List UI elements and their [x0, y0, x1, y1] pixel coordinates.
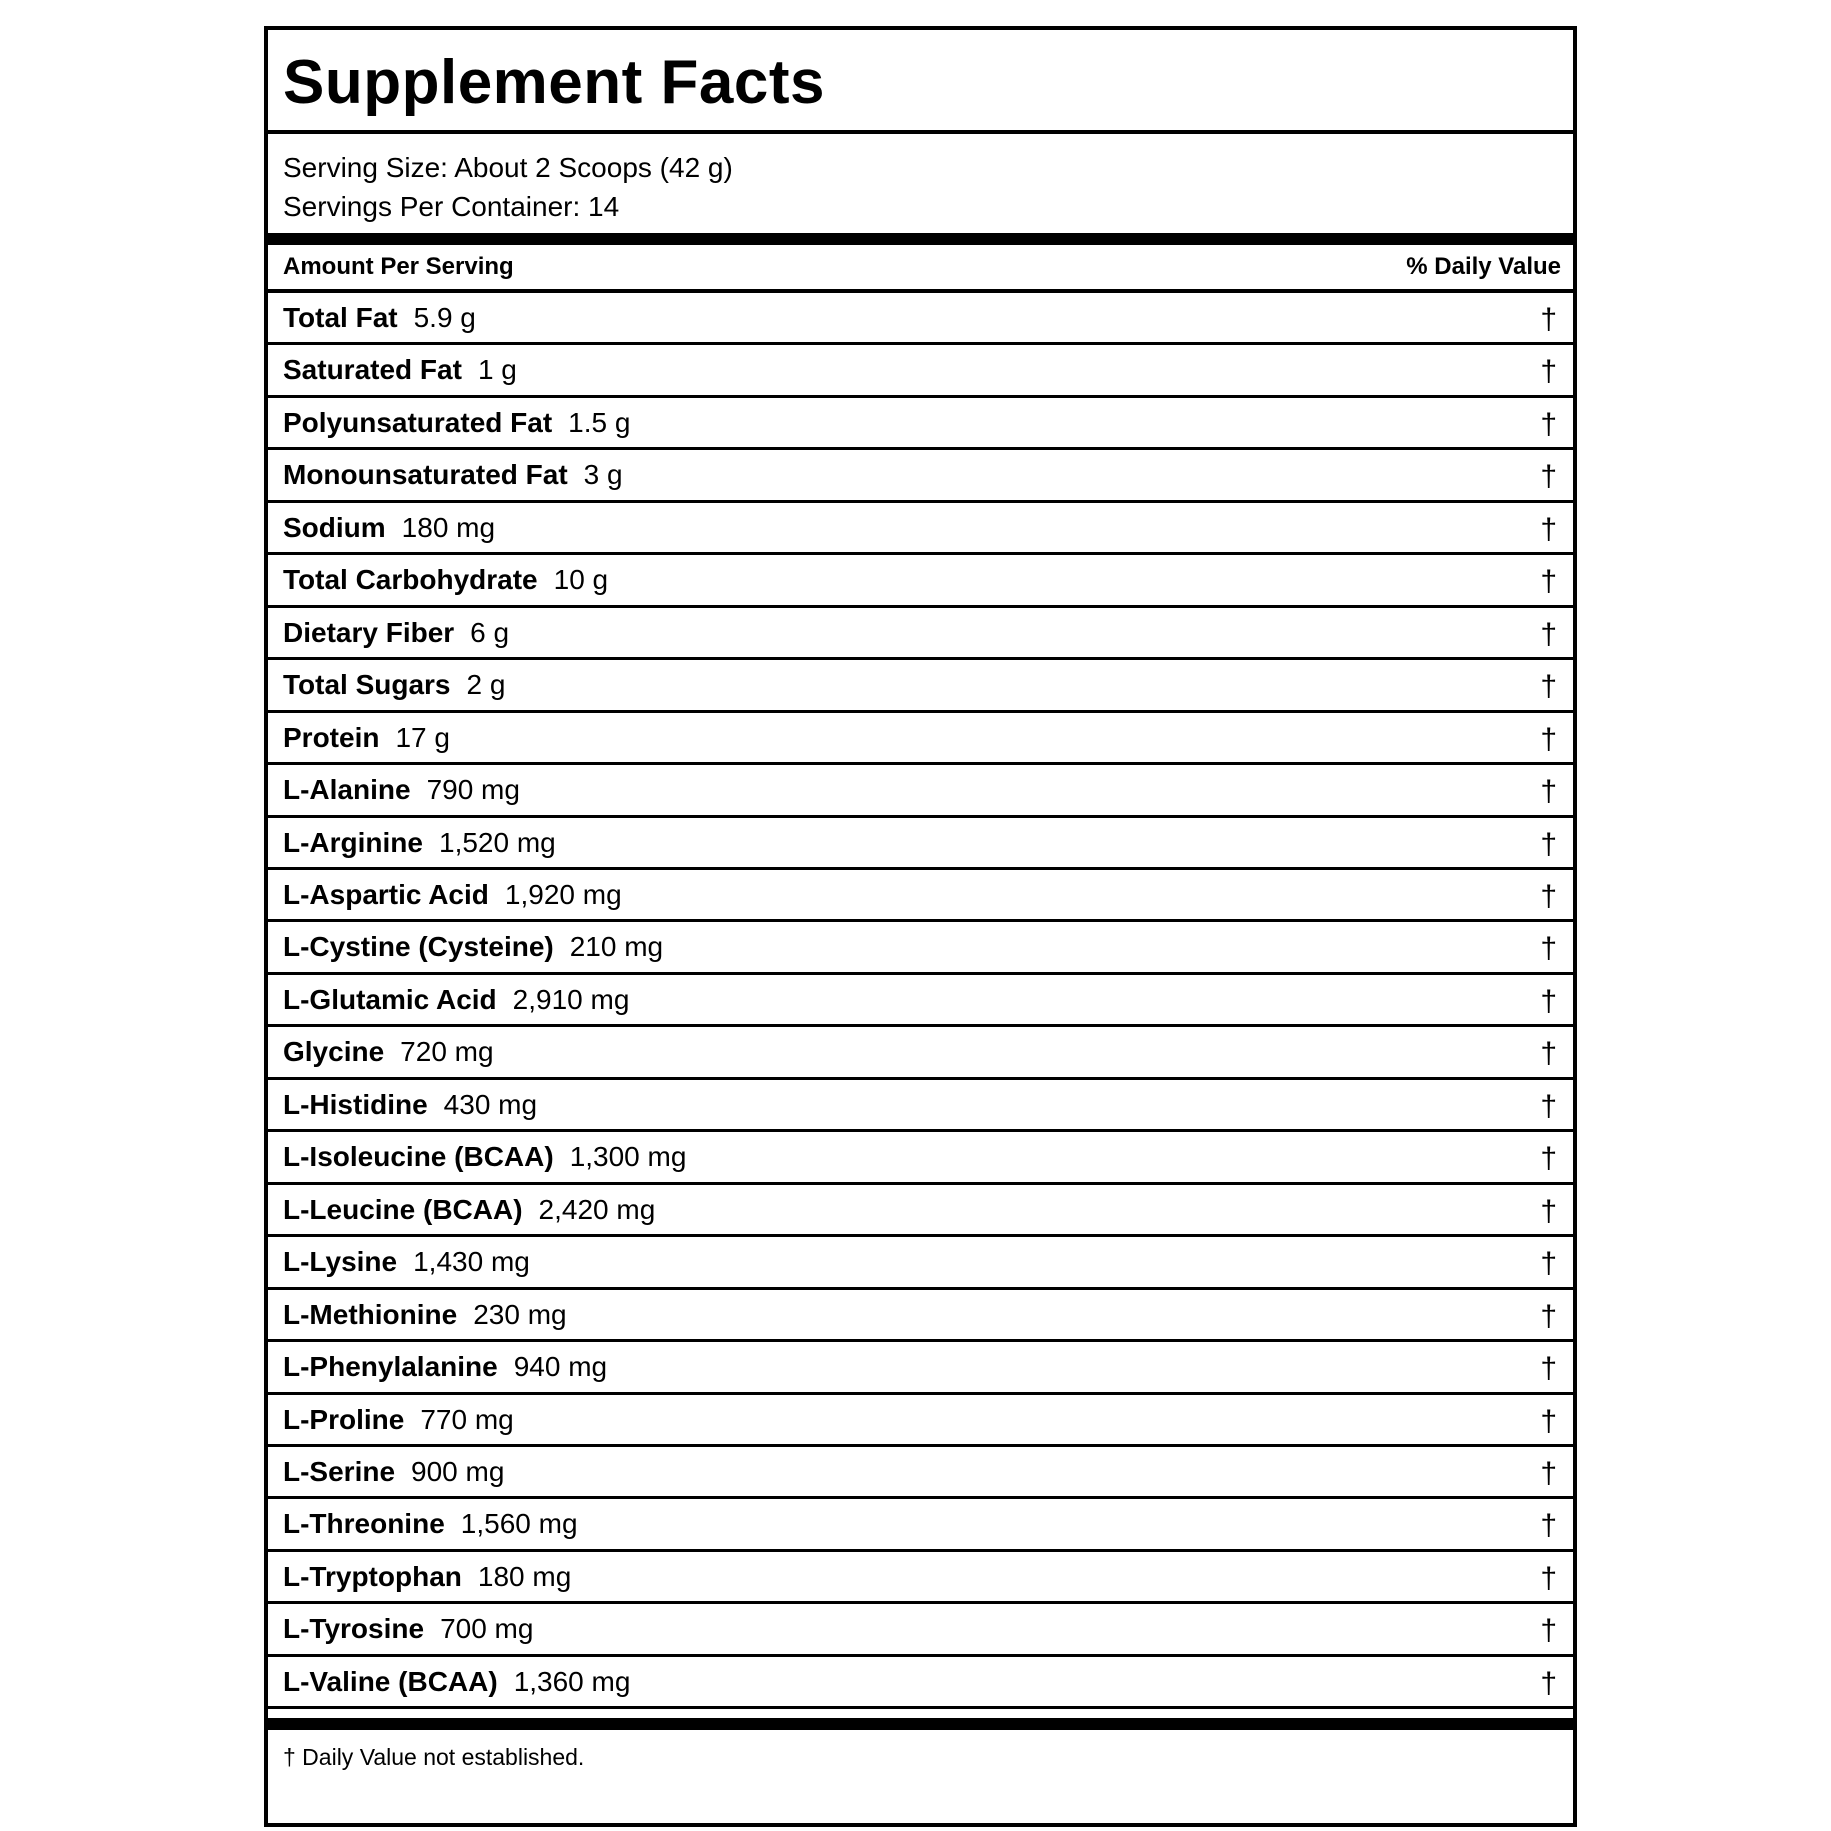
serving-size: Serving Size: About 2 Scoops (42 g) — [283, 152, 733, 183]
nutrient-name: L-Tryptophan — [283, 1560, 462, 1592]
nutrient-row — [268, 1447, 1573, 1499]
nutrient-name-group — [283, 293, 476, 342]
nutrient-daily-value: † — [1540, 1194, 1557, 1228]
nutrient-name-group — [283, 1027, 494, 1076]
nutrient-name: L-Threonine — [283, 1508, 445, 1540]
nutrient-daily-value: † — [1540, 722, 1557, 756]
nutrient-row — [268, 345, 1573, 397]
nutrient-row — [268, 713, 1573, 765]
nutrient-name-group — [283, 503, 495, 552]
serving-info — [283, 148, 733, 226]
nutrient-daily-value: † — [1540, 460, 1557, 494]
thick-divider-bottom — [268, 1718, 1573, 1730]
nutrient-amount: 1 g — [477, 354, 517, 386]
nutrient-name-group — [283, 608, 509, 657]
nutrient-name-group — [283, 1499, 578, 1548]
nutrient-name-group — [283, 345, 517, 394]
nutrient-name-group — [283, 398, 630, 447]
nutrient-daily-value: † — [1540, 1142, 1557, 1176]
nutrient-amount: 1,300 mg — [569, 1141, 687, 1173]
nutrient-daily-value: † — [1540, 932, 1557, 966]
nutrient-daily-value: † — [1540, 827, 1557, 861]
nutrient-name-group — [283, 1395, 514, 1444]
nutrient-row — [268, 503, 1573, 555]
nutrient-name-group — [283, 975, 629, 1024]
nutrient-name: Dietary Fiber — [283, 616, 455, 648]
nutrient-daily-value: † — [1540, 1247, 1557, 1281]
nutrient-daily-value: † — [1540, 1089, 1557, 1123]
nutrient-daily-value: † — [1540, 1509, 1557, 1543]
nutrient-amount: 1,430 mg — [413, 1246, 530, 1278]
nutrient-amount: 700 mg — [440, 1613, 534, 1645]
nutrient-row — [268, 765, 1573, 817]
nutrient-name: Total Carbohydrate — [283, 564, 538, 596]
nutrient-daily-value: † — [1540, 1456, 1557, 1490]
nutrient-daily-value: † — [1540, 1666, 1557, 1700]
nutrient-amount: 1,360 mg — [513, 1665, 631, 1697]
nutrient-name-group — [283, 1132, 686, 1181]
nutrient-amount: 1.5 g — [568, 406, 631, 438]
nutrient-name: Monounsaturated Fat — [283, 459, 568, 491]
nutrient-row — [268, 1499, 1573, 1551]
nutrient-name-group — [283, 922, 663, 971]
nutrient-row — [268, 1185, 1573, 1237]
nutrient-name: L-Proline — [283, 1403, 405, 1435]
nutrient-daily-value: † — [1540, 1404, 1557, 1438]
nutrient-name-group — [283, 713, 450, 762]
nutrient-name-group — [283, 1237, 530, 1286]
nutrient-row — [268, 1132, 1573, 1184]
footnote: † Daily Value not established. — [283, 1744, 585, 1770]
servings-per-container: Servings Per Container: 14 — [283, 191, 620, 222]
nutrient-daily-value: † — [1540, 617, 1557, 651]
nutrient-row — [268, 555, 1573, 607]
nutrient-daily-value: † — [1540, 670, 1557, 704]
nutrient-name-group — [283, 660, 505, 709]
nutrient-row — [268, 1027, 1573, 1079]
nutrient-amount: 210 mg — [569, 931, 664, 963]
nutrient-name-group — [283, 1185, 655, 1234]
nutrient-amount: 180 mg — [477, 1560, 572, 1592]
amount-per-serving-header: Amount Per Serving — [283, 253, 514, 280]
thick-divider-top — [268, 233, 1573, 245]
nutrient-amount: 6 g — [470, 616, 510, 648]
nutrient-daily-value: † — [1540, 407, 1557, 441]
nutrient-name: L-Isoleucine (BCAA) — [283, 1141, 554, 1173]
nutrient-name-group — [283, 818, 556, 867]
nutrient-amount: 720 mg — [400, 1036, 494, 1068]
nutrient-name-group — [283, 1290, 567, 1339]
nutrient-amount: 1,520 mg — [439, 826, 556, 858]
nutrient-daily-value: † — [1540, 303, 1557, 336]
supplement-facts-label — [264, 26, 1577, 1827]
nutrient-daily-value: † — [1540, 1037, 1557, 1071]
nutrient-name: L-Valine (BCAA) — [283, 1665, 498, 1697]
nutrient-name: L-Leucine (BCAA) — [283, 1193, 523, 1225]
nutrient-name: L-Glutamic Acid — [283, 983, 497, 1015]
nutrient-daily-value: † — [1540, 565, 1557, 599]
nutrient-name-group — [283, 450, 623, 499]
nutrient-name: L-Cystine (Cysteine) — [283, 931, 554, 963]
nutrient-row — [268, 293, 1573, 345]
nutrient-name: Protein — [283, 721, 380, 753]
nutrient-name-group — [283, 1657, 630, 1706]
nutrient-amount: 900 mg — [411, 1455, 505, 1487]
nutrient-row — [268, 870, 1573, 922]
nutrient-daily-value: † — [1540, 775, 1557, 809]
nutrient-row — [268, 1290, 1573, 1342]
nutrient-amount: 3 g — [583, 459, 623, 491]
nutrient-name: L-Serine — [283, 1455, 396, 1487]
nutrient-name: Total Sugars — [283, 669, 451, 701]
nutrient-amount: 5.9 g — [413, 302, 476, 333]
nutrient-amount: 180 mg — [401, 511, 496, 543]
nutrient-row — [268, 608, 1573, 660]
nutrient-row — [268, 398, 1573, 450]
title-row — [268, 30, 1573, 134]
nutrient-amount: 17 g — [395, 721, 450, 753]
nutrient-name: Saturated Fat — [283, 354, 462, 386]
daily-value-header: % Daily Value — [1406, 253, 1561, 280]
nutrient-name-group — [283, 555, 608, 604]
nutrient-name-group — [283, 1342, 607, 1391]
nutrient-amount: 230 mg — [473, 1298, 567, 1330]
label-title: Supplement Facts — [283, 48, 825, 117]
nutrient-daily-value: † — [1540, 1561, 1557, 1595]
nutrient-row — [268, 975, 1573, 1027]
nutrient-name: L-Alanine — [283, 774, 411, 806]
column-header-row — [268, 245, 1573, 293]
nutrient-name: L-Histidine — [283, 1088, 428, 1120]
nutrient-amount: 790 mg — [426, 774, 520, 806]
nutrient-row — [268, 1604, 1573, 1656]
nutrient-name-group — [283, 1552, 571, 1601]
nutrient-name: L-Methionine — [283, 1298, 458, 1330]
nutrient-row — [268, 1395, 1573, 1447]
nutrient-daily-value: † — [1540, 984, 1557, 1018]
nutrient-amount: 1,560 mg — [460, 1508, 578, 1540]
nutrient-name: Sodium — [283, 511, 386, 543]
nutrient-amount: 430 mg — [443, 1088, 538, 1120]
nutrient-row — [268, 1657, 1573, 1709]
nutrient-name-group — [283, 1447, 504, 1496]
nutrient-amount: 1,920 mg — [504, 878, 622, 910]
nutrient-daily-value: † — [1540, 879, 1557, 913]
nutrient-daily-value: † — [1540, 512, 1557, 546]
nutrient-name: L-Phenylalanine — [283, 1351, 498, 1383]
nutrient-daily-value: † — [1540, 355, 1557, 389]
nutrient-list — [268, 293, 1573, 1709]
nutrient-row — [268, 450, 1573, 502]
nutrient-row — [268, 922, 1573, 974]
nutrient-name-group — [283, 1604, 533, 1653]
nutrient-amount: 2,910 mg — [512, 983, 630, 1015]
nutrient-daily-value: † — [1540, 1614, 1557, 1648]
nutrient-row — [268, 660, 1573, 712]
nutrient-row — [268, 1080, 1573, 1132]
nutrient-amount: 2,420 mg — [538, 1193, 656, 1225]
nutrient-name: L-Lysine — [283, 1246, 398, 1278]
nutrient-name-group — [283, 1080, 537, 1129]
nutrient-daily-value: † — [1540, 1299, 1557, 1333]
nutrient-amount: 10 g — [553, 564, 609, 596]
nutrient-amount: 770 mg — [420, 1403, 514, 1435]
nutrient-name-group — [283, 870, 622, 919]
nutrient-row — [268, 1552, 1573, 1604]
nutrient-row — [268, 1342, 1573, 1394]
nutrient-row — [268, 1237, 1573, 1289]
nutrient-amount: 2 g — [466, 669, 506, 701]
nutrient-amount: 940 mg — [513, 1351, 608, 1383]
nutrient-name: L-Aspartic Acid — [283, 878, 489, 910]
nutrient-name: Glycine — [283, 1036, 385, 1068]
nutrient-name: L-Arginine — [283, 826, 423, 858]
nutrient-name: Total Fat — [283, 302, 398, 333]
nutrient-name: Polyunsaturated Fat — [283, 406, 553, 438]
nutrient-daily-value: † — [1540, 1352, 1557, 1386]
nutrient-row — [268, 818, 1573, 870]
nutrient-name-group — [283, 765, 520, 814]
nutrient-name: L-Tyrosine — [283, 1613, 425, 1645]
